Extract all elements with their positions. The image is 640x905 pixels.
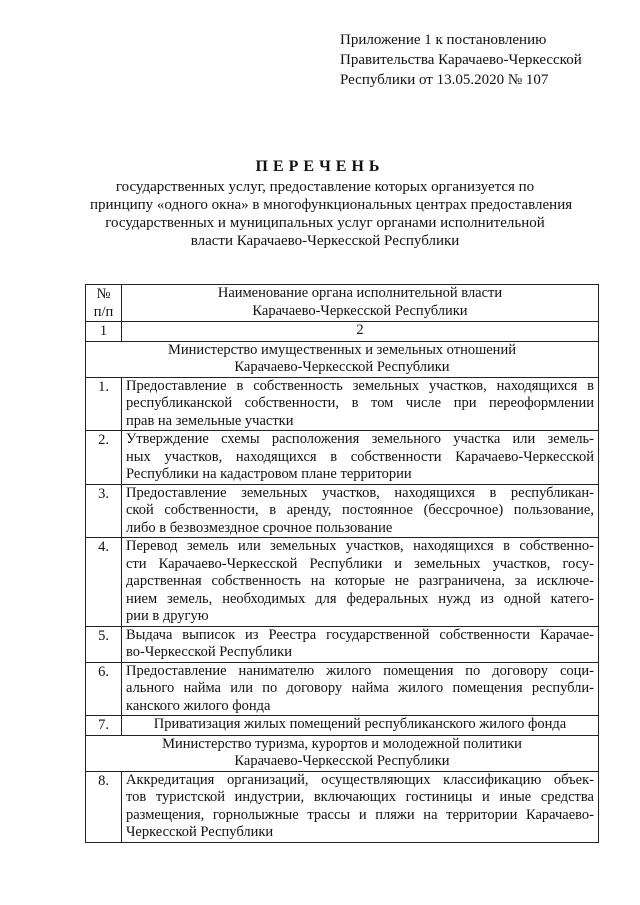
document-subtitle bbox=[90, 178, 573, 250]
service-name-line: во-Черкесской Республики bbox=[126, 644, 292, 660]
service-name-line: Перевод земель или земельных участков, находящихся в собственно- bbox=[126, 538, 594, 554]
row-number: 5. bbox=[86, 626, 122, 662]
subtitle-line: государственных услуг, предоставление которых организуется по bbox=[115, 179, 535, 195]
document-title: ПЕРЕЧЕНЬ bbox=[255, 158, 385, 175]
service-name-line: Предоставление нанимателю жилого помещения по договору соци- bbox=[126, 662, 594, 679]
service-name bbox=[122, 771, 599, 842]
service-name-line: Предоставление в собственность земельных участков, находящихся в bbox=[126, 377, 594, 394]
service-name-line: Черкесской Республики bbox=[126, 824, 274, 840]
service-name-line: либо в безвозмездное срочное пользование bbox=[126, 519, 393, 536]
column-index-row bbox=[86, 322, 599, 342]
header-name-line: Наименование органа исполнительной власти bbox=[217, 285, 503, 301]
subtitle-line: государственных и муниципальных услуг органами исполнительной bbox=[105, 215, 545, 231]
service-name-line: Аккредитация организаций, осуществляющих классификацию объек- bbox=[126, 771, 594, 788]
service-name bbox=[122, 626, 599, 662]
service-name-line: Утверждение схемы расположения земельного участка или земель- bbox=[126, 431, 594, 447]
subtitle-line: власти Карачаево-Черкесской Республики bbox=[190, 233, 460, 249]
table-row bbox=[86, 771, 599, 842]
row-number: 2. bbox=[86, 431, 122, 485]
service-name-line: ального найма или по договору найма жилого помещения республи- bbox=[126, 680, 594, 696]
table-header-row bbox=[86, 285, 599, 322]
service-name-line: ных участков, находящихся в собственности Карачаево-Черкесской bbox=[126, 448, 594, 465]
service-name-line: нием земель, необходимых для федеральных нужд из одной катего- bbox=[126, 590, 594, 607]
service-name bbox=[122, 538, 599, 627]
table-row bbox=[86, 716, 599, 736]
row-number: 7. bbox=[86, 716, 122, 736]
services-table bbox=[85, 284, 599, 843]
service-name-line: тов туристской индустрии, включающих гостиницы и иные средства bbox=[126, 789, 594, 805]
section-cell bbox=[86, 341, 599, 377]
subtitle-line: принципу «одного окна» в многофункциональных центрах предоставления bbox=[90, 197, 573, 213]
document-header bbox=[340, 30, 620, 90]
section-line: Карачаево-Черкесской Республики bbox=[234, 359, 450, 375]
table-row bbox=[86, 377, 599, 431]
service-name-line: Приватизация жилых помещений республиканского жилого фонда bbox=[153, 716, 567, 732]
row-number: 4. bbox=[86, 538, 122, 627]
header-num-cell bbox=[86, 285, 122, 322]
row-number: 6. bbox=[86, 662, 122, 716]
section-line: Карачаево-Черкесской Республики bbox=[234, 753, 450, 769]
header-num-line: п/п bbox=[93, 303, 114, 320]
header-line: Правительства Карачаево-Черкесской bbox=[340, 52, 582, 68]
table-row bbox=[86, 484, 599, 538]
header-line: Республики от 13.05.2020 № 107 bbox=[340, 72, 549, 88]
service-name bbox=[122, 484, 599, 538]
service-name-line: прав на земельные участки bbox=[126, 412, 294, 429]
service-name-line: размещения, горнолыжные трассы и пляжи на территории Карачаево- bbox=[126, 806, 594, 823]
table-row bbox=[86, 538, 599, 627]
service-name-line: канского жилого фонда bbox=[126, 697, 271, 714]
service-name-line: рии в другую bbox=[126, 608, 209, 624]
service-name bbox=[122, 716, 599, 736]
section-line: Министерство туризма, курортов и молодежной политики bbox=[162, 735, 522, 752]
section-line: Министерство имущественных и земельных отношений bbox=[168, 341, 516, 358]
service-name-line: Республики на кадастровом плане территории bbox=[126, 466, 412, 482]
column-index-cell: 1 bbox=[86, 322, 122, 342]
table-row bbox=[86, 662, 599, 716]
service-name-line: дарственная собственность на которые не разграничена, за исключе- bbox=[126, 573, 594, 589]
column-index-cell: 2 bbox=[122, 322, 599, 342]
section-cell bbox=[86, 735, 599, 771]
service-name-line: сти Карачаево-Черкесской Республики и земельных участков, госу- bbox=[126, 555, 594, 572]
header-num-line: № bbox=[96, 286, 111, 302]
header-line: Приложение 1 к постановлению bbox=[340, 32, 547, 48]
service-name bbox=[122, 431, 599, 485]
row-number: 3. bbox=[86, 484, 122, 538]
service-name-line: Выдача выписок из Реестра государственной собственности Карачае- bbox=[126, 626, 594, 643]
section-row bbox=[86, 341, 599, 377]
row-number: 1. bbox=[86, 377, 122, 431]
table-row bbox=[86, 626, 599, 662]
table-row bbox=[86, 431, 599, 485]
header-name-cell bbox=[122, 285, 599, 322]
service-name-line: республиканской собственности, в том числе при переоформлении bbox=[126, 395, 594, 411]
header-name-line: Карачаево-Черкесской Республики bbox=[252, 302, 468, 319]
service-name-line: Предоставление земельных участков, находящихся в республикан- bbox=[126, 484, 594, 501]
row-number: 8. bbox=[86, 771, 122, 842]
service-name bbox=[122, 377, 599, 431]
service-name-line: ской собственности, в аренду, постоянное (бессрочное) пользование, bbox=[126, 502, 594, 518]
service-name bbox=[122, 662, 599, 716]
section-row bbox=[86, 735, 599, 771]
